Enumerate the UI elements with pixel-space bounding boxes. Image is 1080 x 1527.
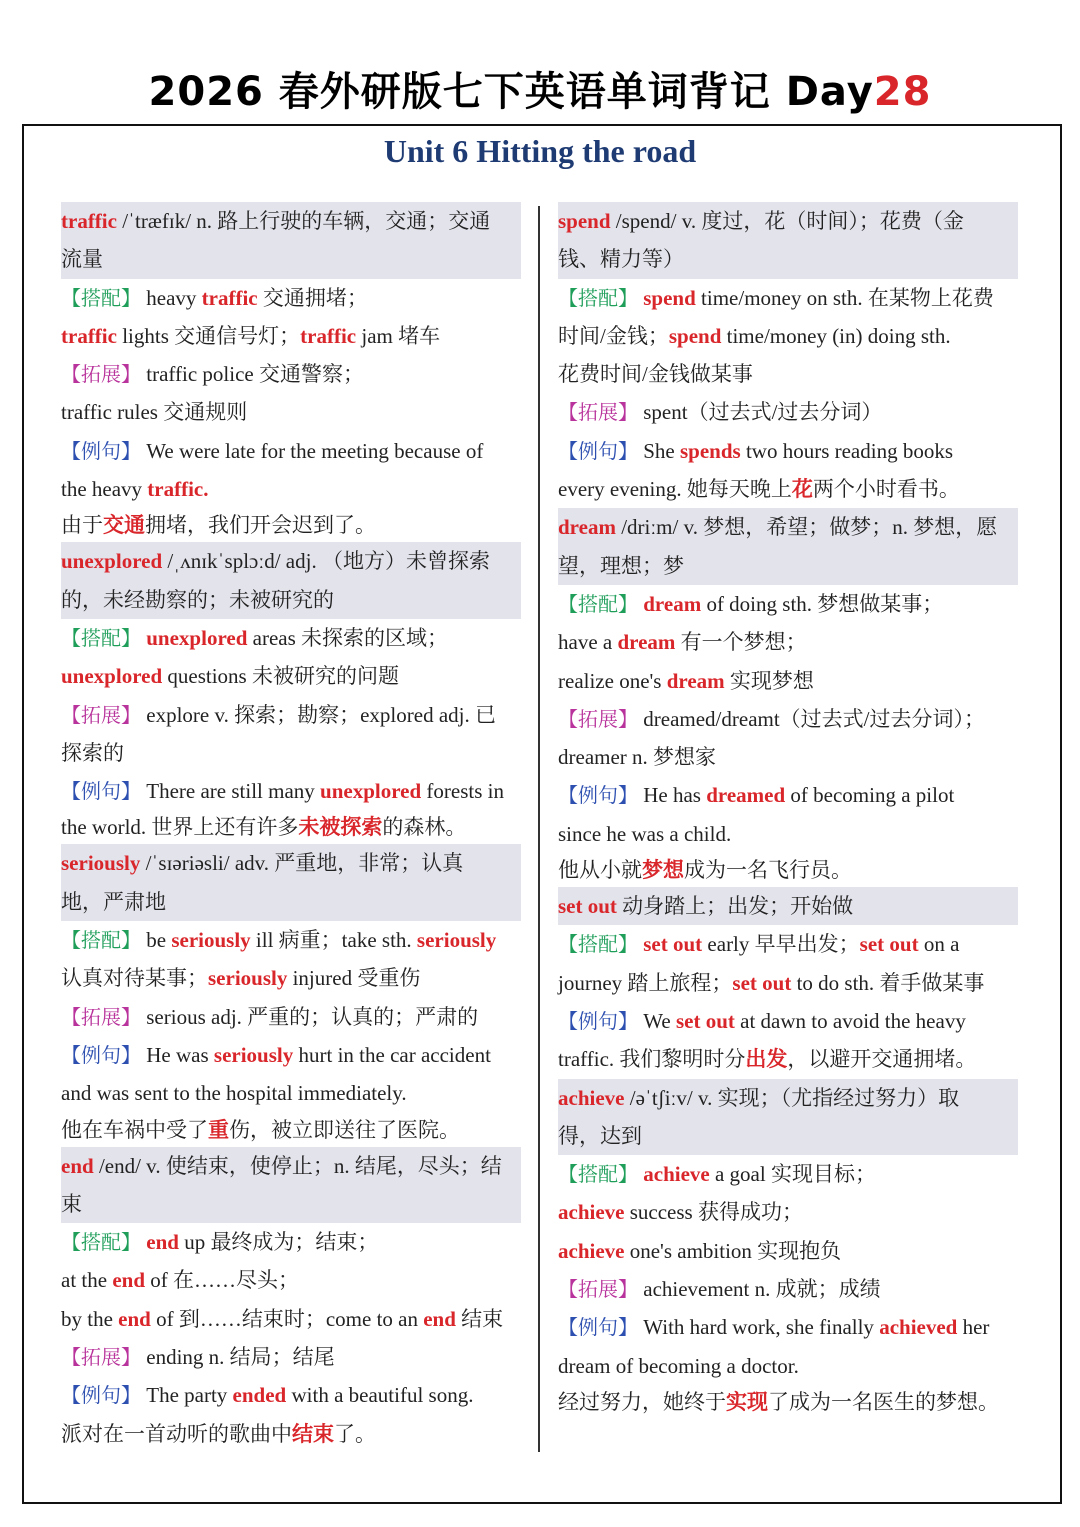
example-tag: 【例句】 (61, 779, 141, 804)
text-segment: heavy (141, 285, 202, 310)
text-segment: success 获得成功； (624, 1200, 803, 1225)
text-segment: the heavy (61, 477, 148, 502)
example-tag: 【例句】 (558, 1315, 638, 1340)
example-text (638, 783, 954, 807)
headword-highlight: seriously (208, 966, 288, 991)
text-segment: lights 交通信号灯； (116, 323, 301, 348)
headword-highlight: seriously (213, 1042, 294, 1067)
collocation-tag: 【搭配】 (558, 932, 638, 957)
headword-highlight: traffic (300, 323, 357, 348)
text-segment: 结束 (455, 1306, 504, 1331)
example-line: since he was a child. (558, 821, 732, 846)
headword-highlight: achieve (558, 1238, 625, 1263)
headword-highlight: seriously (416, 928, 497, 953)
extension-line (558, 1270, 1018, 1308)
example-line (61, 432, 521, 470)
collocation-line (61, 959, 521, 997)
example-line (558, 1308, 1018, 1346)
collocation-line (558, 585, 1018, 623)
headword-highlight: unexplored (320, 779, 422, 804)
extension-tag: 【拓展】 (558, 400, 638, 425)
extension-tag: 【拓展】 (61, 1004, 141, 1029)
text-segment: /ˈtræfɪk/ n. 路上行驶的车辆，交通；交通 (116, 209, 491, 233)
entry-header-unexplored (61, 542, 521, 619)
extension-line: dreamer n. 梦想家 (558, 745, 717, 770)
text-segment: 两个小时看书。 (812, 477, 960, 502)
text-segment: two hours reading books (740, 438, 954, 463)
extension-line (61, 998, 521, 1036)
entry-header-traffic (61, 202, 521, 279)
collocation-line (61, 921, 521, 959)
headword-highlight: traffic (61, 209, 117, 233)
headword-highlight: seriously (171, 928, 251, 953)
collocation-line (558, 279, 1018, 317)
text-segment: 了。 (334, 1421, 376, 1446)
extension-text: achievement n. 成就；成绩 (638, 1277, 881, 1302)
headword-highlight: dream (558, 515, 616, 540)
collocation-tag: 【搭配】 (61, 928, 141, 953)
text-segment: He was (141, 1042, 214, 1067)
collocation-text (638, 932, 959, 956)
collocation-line (61, 1261, 521, 1299)
text-segment: 实现梦想 (724, 668, 814, 693)
collocation-text (638, 1162, 876, 1186)
text-segment: the world. 世界上还有许多 (61, 815, 299, 840)
headword-highlight: unexplored (61, 549, 163, 574)
definition-line (61, 202, 521, 240)
text-segment: injured 受重伤 (287, 966, 421, 991)
text-segment: realize one's (558, 668, 667, 693)
headword-highlight: dream (643, 591, 702, 616)
example-line: and was sent to the hospital immediately. (61, 1081, 407, 1106)
headword-highlight: achieved (879, 1315, 958, 1340)
extension-tag: 【拓展】 (558, 706, 638, 731)
text-segment: of 在……尽头； (145, 1268, 299, 1293)
text-segment: jam 堵车 (356, 323, 441, 348)
text-segment: 伤，被立即送往了医院。 (229, 1117, 460, 1142)
headword-highlight: end (112, 1268, 145, 1293)
example-text (638, 1315, 989, 1339)
example-text: We were late for the meeting because of (141, 438, 484, 463)
example-tag: 【例句】 (558, 438, 638, 463)
entry-header-spend (558, 202, 1018, 279)
text-segment: at the (61, 1268, 113, 1293)
collocation-text (141, 626, 448, 650)
headword-highlight: set out (558, 894, 617, 919)
text-segment: ill 病重；take sth. (250, 928, 417, 953)
headword-highlight: end (118, 1306, 151, 1331)
text-segment: time/money on sth. 在某物上花费 (695, 285, 994, 310)
page-title (0, 64, 1080, 120)
text-segment: one's ambition 实现抱负 (624, 1238, 842, 1263)
example-line (558, 432, 1018, 470)
text-segment: 了成为一名医生的梦想。 (768, 1389, 999, 1414)
example-tag: 【例句】 (61, 438, 141, 463)
headword-highlight: spends (680, 438, 741, 463)
entry-header-dream (558, 508, 1018, 585)
collocation-line (61, 317, 521, 355)
text-segment: journey 踏上旅程； (558, 970, 733, 995)
text-segment: of 到……结束时；come to an (150, 1306, 424, 1331)
extension-text: spent（过去式/过去分词） (638, 400, 883, 425)
headword-highlight: ended (232, 1383, 287, 1408)
example-text (638, 439, 953, 463)
text-segment: of doing sth. 梦想做某事； (701, 591, 944, 616)
collocation-line (61, 1300, 521, 1338)
headword-highlight: set out (732, 970, 792, 995)
collocation-line (61, 657, 521, 695)
text-segment: hurt in the car accident (293, 1042, 491, 1067)
text-segment: her (957, 1315, 990, 1340)
title-prefix: 2026 春外研版七下英语单词背记 Day (148, 69, 874, 115)
definition-line (558, 202, 1018, 240)
definition-line (61, 1147, 521, 1185)
example-translation (61, 1415, 521, 1453)
entry-header-set-out (558, 887, 1018, 925)
headword-highlight: set out (859, 932, 919, 957)
example-line (558, 1040, 1018, 1078)
collocation-line: 花费时间/金钱做某事 (558, 362, 753, 387)
text-segment: up 最终成为；结束； (178, 1230, 379, 1255)
definition-line: 得，达到 (558, 1123, 642, 1148)
headword-highlight: spend (643, 285, 696, 310)
headword-highlight: unexplored (146, 625, 248, 650)
text-segment: a goal 实现目标； (709, 1162, 876, 1187)
extension-line (558, 700, 1018, 738)
headword-highlight: 实现 (726, 1389, 768, 1414)
text-segment: 派对在一首动听的歌曲中 (61, 1421, 292, 1446)
headword-highlight: 交通 (103, 513, 145, 538)
text-segment: /spend/ v. 度过，花（时间）；花费（金 (610, 209, 964, 233)
collocation-line (558, 1193, 1018, 1231)
text-segment: on a (918, 932, 960, 957)
extension-tag: 【拓展】 (61, 1345, 141, 1370)
example-text (141, 1043, 491, 1067)
text-segment: have a (558, 630, 618, 655)
definition-line (61, 542, 521, 580)
text-segment: 经过努力，她终于 (558, 1389, 726, 1414)
extension-line (61, 1338, 521, 1376)
example-line (61, 772, 521, 810)
example-text (141, 1383, 473, 1407)
collocation-text (141, 1230, 378, 1254)
example-translation (61, 1113, 521, 1147)
extension-text: dreamed/dreamt（过去式/过去分词）； (638, 706, 986, 731)
text-segment: 交通拥堵； (257, 285, 368, 310)
example-line (61, 470, 521, 508)
entry-header-end (61, 1147, 521, 1224)
collocation-line (558, 925, 1018, 963)
collocation-tag: 【搭配】 (558, 1162, 638, 1187)
example-translation (61, 508, 521, 542)
text-segment: There are still many (141, 779, 321, 804)
example-tag: 【例句】 (61, 1042, 141, 1067)
headword-highlight: traffic. (147, 477, 209, 502)
headword-highlight: 花 (791, 477, 813, 502)
text-segment: 他从小就 (558, 858, 642, 883)
extension-line: traffic rules 交通规则 (61, 400, 248, 425)
collocation-tag: 【搭配】 (61, 285, 141, 310)
collocation-tag: 【搭配】 (558, 591, 638, 616)
column-divider (538, 206, 540, 1452)
right-column (558, 202, 1018, 1419)
unit-title: Unit 6 Hitting the road (383, 133, 697, 169)
text-segment: He has (638, 783, 707, 808)
headword-highlight: end (61, 1153, 94, 1178)
headword-highlight: 梦想 (642, 858, 684, 883)
text-segment: with a beautiful song. (286, 1383, 474, 1408)
headword-highlight: 未被探索 (298, 815, 383, 840)
extension-tag: 【拓展】 (61, 702, 141, 727)
headword-highlight: end (146, 1230, 179, 1255)
extension-text: serious adj. 严重的；认真的；严肃的 (141, 1004, 479, 1029)
entry-header-seriously (61, 844, 521, 921)
left-column (61, 202, 521, 1453)
headword-highlight: unexplored (61, 664, 163, 689)
text-segment: ，以避开交通拥堵。 (787, 1047, 977, 1072)
example-translation (558, 853, 1018, 887)
collocation-tag: 【搭配】 (61, 1230, 141, 1255)
text-segment: 的森林。 (382, 815, 467, 840)
day-number: 28 (873, 69, 932, 115)
collocation-text (638, 286, 994, 310)
text-segment: 认真对待某事； (61, 966, 208, 991)
headword-highlight: seriously (61, 851, 141, 876)
text-segment: 时间/金钱； (558, 323, 669, 348)
example-tag: 【例句】 (558, 1008, 638, 1033)
definition-line (558, 1079, 1018, 1117)
text-segment: every evening. 她每天晚上 (558, 477, 792, 502)
text-segment: at dawn to avoid the heavy (734, 1008, 966, 1033)
text-segment: With hard work, she finally (638, 1315, 880, 1340)
headword-highlight: dream (666, 668, 725, 693)
extension-text: explore v. 探索；勘察；explored adj. 已 (141, 702, 496, 727)
example-tag: 【例句】 (61, 1383, 141, 1408)
text-segment: She (638, 438, 680, 463)
extension-line: 探索的 (61, 740, 124, 765)
collocation-line (558, 964, 1018, 1002)
extension-text: traffic police 交通警察； (141, 362, 364, 387)
headword-highlight: spend (558, 209, 611, 233)
text-segment: 由于 (61, 513, 103, 538)
definition-line (558, 887, 1018, 925)
text-segment: /driːm/ v. 梦想，希望；做梦；n. 梦想，愿 (615, 515, 998, 540)
headword-highlight: traffic (61, 323, 117, 348)
collocation-line (61, 1223, 521, 1261)
collocation-line (558, 1232, 1018, 1270)
headword-highlight: 出发 (745, 1047, 788, 1072)
example-line: dream of becoming a doctor. (558, 1353, 799, 1378)
text-segment: time/money (in) doing sth. (721, 323, 951, 348)
collocation-text (141, 286, 368, 310)
text-segment: early 早早出发； (702, 932, 860, 957)
definition-line (558, 508, 1018, 546)
headword-highlight: dreamed (706, 783, 786, 808)
collocation-line (558, 1155, 1018, 1193)
example-line (61, 1376, 521, 1414)
extension-tag: 【拓展】 (61, 362, 141, 387)
entry-header-achieve (558, 1079, 1018, 1156)
text-segment: 成为一名飞行员。 (684, 858, 852, 883)
headword-highlight: 结束 (292, 1421, 334, 1446)
example-line (61, 810, 521, 844)
example-line (558, 1002, 1018, 1040)
headword-highlight: traffic (201, 285, 258, 310)
headword-highlight: set out (675, 1008, 735, 1033)
definition-line: 望，理想；梦 (558, 553, 684, 578)
definition-line: 流量 (61, 247, 103, 272)
text-segment: /əˈtʃiːv/ v. 实现；（尤指经过努力）取 (624, 1085, 960, 1110)
example-translation (558, 1385, 1018, 1419)
definition-line: 钱、精力等） (558, 247, 684, 272)
example-line (558, 776, 1018, 814)
collocation-tag: 【搭配】 (558, 285, 638, 310)
collocation-line (558, 623, 1018, 661)
headword-highlight: dream (617, 630, 676, 655)
definition-line: 地，严肃地 (61, 889, 166, 914)
extension-line (61, 355, 521, 393)
extension-line (61, 696, 521, 734)
text-segment: questions 未被研究的问题 (162, 664, 399, 689)
collocation-line (61, 279, 521, 317)
definition-line: 束 (61, 1191, 82, 1216)
text-segment: forests in (421, 779, 504, 804)
text-segment: 动身踏上；出发；开始做 (616, 894, 854, 919)
headword-highlight: achieve (558, 1200, 625, 1225)
headword-highlight: set out (643, 932, 703, 957)
headword-highlight: achieve (558, 1085, 625, 1110)
text-segment: traffic. 我们黎明时分 (558, 1047, 746, 1072)
text-segment: 有一个梦想； (675, 630, 807, 655)
text-segment: 他在车祸中受了 (61, 1117, 208, 1142)
collocation-line (61, 619, 521, 657)
example-tag: 【例句】 (558, 783, 638, 808)
headword-highlight: achieve (643, 1162, 710, 1187)
collocation-tag: 【搭配】 (61, 625, 141, 650)
text-segment: 拥堵，我们开会迟到了。 (145, 513, 376, 538)
headword-highlight: spend (668, 323, 722, 348)
extension-tag: 【拓展】 (558, 1277, 638, 1302)
example-line (558, 470, 1018, 508)
collocation-line (558, 317, 1018, 355)
headword-highlight: 重 (208, 1117, 229, 1142)
extension-text: ending n. 结局；结尾 (141, 1345, 335, 1370)
definition-line (61, 844, 521, 882)
example-line (61, 1036, 521, 1074)
text-segment: to do sth. 着手做某事 (791, 970, 985, 995)
collocation-text (141, 928, 496, 952)
text-segment: areas 未探索的区域； (247, 625, 449, 650)
example-text (638, 1009, 966, 1033)
text-segment: of becoming a pilot (785, 783, 955, 808)
extension-line (558, 393, 1018, 431)
definition-line: 的，未经勘察的；未被研究的 (61, 587, 334, 612)
text-segment: We (638, 1008, 676, 1033)
text-segment: /ˌʌnɪkˈsplɔːd/ adj. （地方）未曾探索 (162, 549, 490, 574)
text-segment: /ˈsɪəriəsli/ adv. 严重地，非常；认真 (140, 851, 464, 876)
collocation-line (558, 662, 1018, 700)
text-segment: by the (61, 1306, 119, 1331)
collocation-text (638, 592, 943, 616)
example-text (141, 779, 504, 803)
headword-highlight: end (423, 1306, 456, 1331)
text-segment: The party (141, 1383, 233, 1408)
text-segment: /end/ v. 使结束，使停止；n. 结尾，尽头；结 (93, 1153, 502, 1178)
text-segment: be (141, 928, 172, 953)
